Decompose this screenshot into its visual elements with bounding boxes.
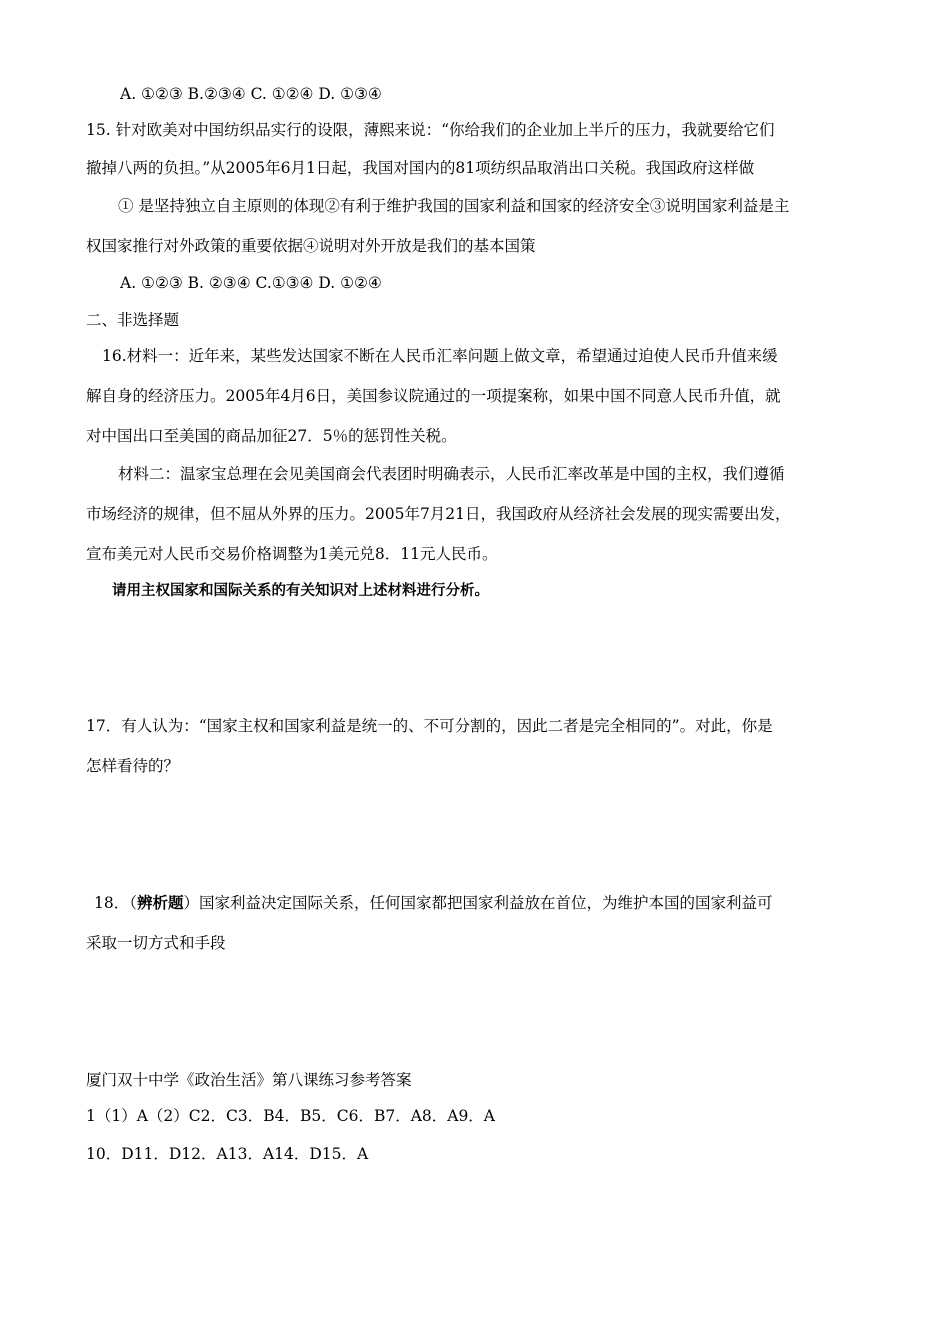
q15-line-2: 撤掉八两的负担。”从2005年6月1日起，我国对国内的81项纺织品取消出口关税。我国政府这样做: [86, 159, 755, 177]
q16-line-5: 市场经济的规律，但不屈从外界的压力。2005年7月21日，我国政府从经济社会发展的现实需要出发，: [86, 505, 791, 523]
q18-line-1: [94, 893, 773, 913]
answers-line-1: 1（1）A（2）C2．C3．B4．B5．C6．B7．A8．A9．A: [86, 1107, 496, 1125]
q17-line-2: 怎样看待的？: [86, 757, 180, 775]
q18-tag: 辨析题: [136, 893, 184, 912]
answers-line-2: 10．D11．D12．A13．A14．D15．A: [86, 1145, 369, 1163]
q18-line-2: 采取一切方式和手段: [86, 934, 226, 952]
answers-title: 厦门双十中学《政治生活》第八课练习参考答案: [86, 1071, 412, 1089]
q16-line-2: 解自身的经济压力。2005年4月6日，美国参议院通过的一项提案称，如果中国不同意人民币升值，就: [86, 387, 781, 405]
q15-line-3: ① 是坚持独立自主原则的体现②有利于维护我国的国家利益和国家的经济安全③说明国家利益是主: [118, 197, 790, 215]
section-heading: 二、非选择题: [86, 311, 180, 329]
q17-line-1: 17．有人认为：“国家主权和国家利益是统一的、不可分割的，因此二者是完全相同的”。对此，你是: [86, 717, 773, 735]
q16-prompt: 请用主权国家和国际关系的有关知识对上述材料进行分析。: [112, 583, 489, 599]
q16-line-1: 16.材料一：近年来，某些发达国家不断在人民币汇率问题上做文章，希望通过迫使人民币升值来缓: [102, 347, 778, 365]
q15-options: A. ①②③ B. ②③④ C.①③④ D. ①②④: [120, 274, 382, 292]
q14-options: A. ①②③ B.②③④ C. ①②④ D. ①③④: [120, 85, 382, 103]
q15-line-1: 15. 针对欧美对中国纺织品实行的设限，薄熙来说：“你给我们的企业加上半斤的压力，我就要给它们: [86, 121, 775, 139]
q16-line-3: 对中国出口至美国的商品加征27．5％的惩罚性关税。: [86, 427, 457, 445]
q16-line-4: 材料二：温家宝总理在会见美国商会代表团时明确表示，人民币汇率改革是中国的主权，我们遵循: [118, 465, 785, 483]
q16-line-6: 宣布美元对人民币交易价格调整为1美元兑8．11元人民币。: [86, 545, 498, 563]
q18-number: 18．（: [94, 894, 137, 912]
q18-statement: ）国家利益决定国际关系，任何国家都把国家利益放在首位，为维护本国的国家利益可: [183, 894, 773, 912]
q15-line-4: 权国家推行对外政策的重要依据④说明对外开放是我们的基本国策: [86, 237, 536, 255]
